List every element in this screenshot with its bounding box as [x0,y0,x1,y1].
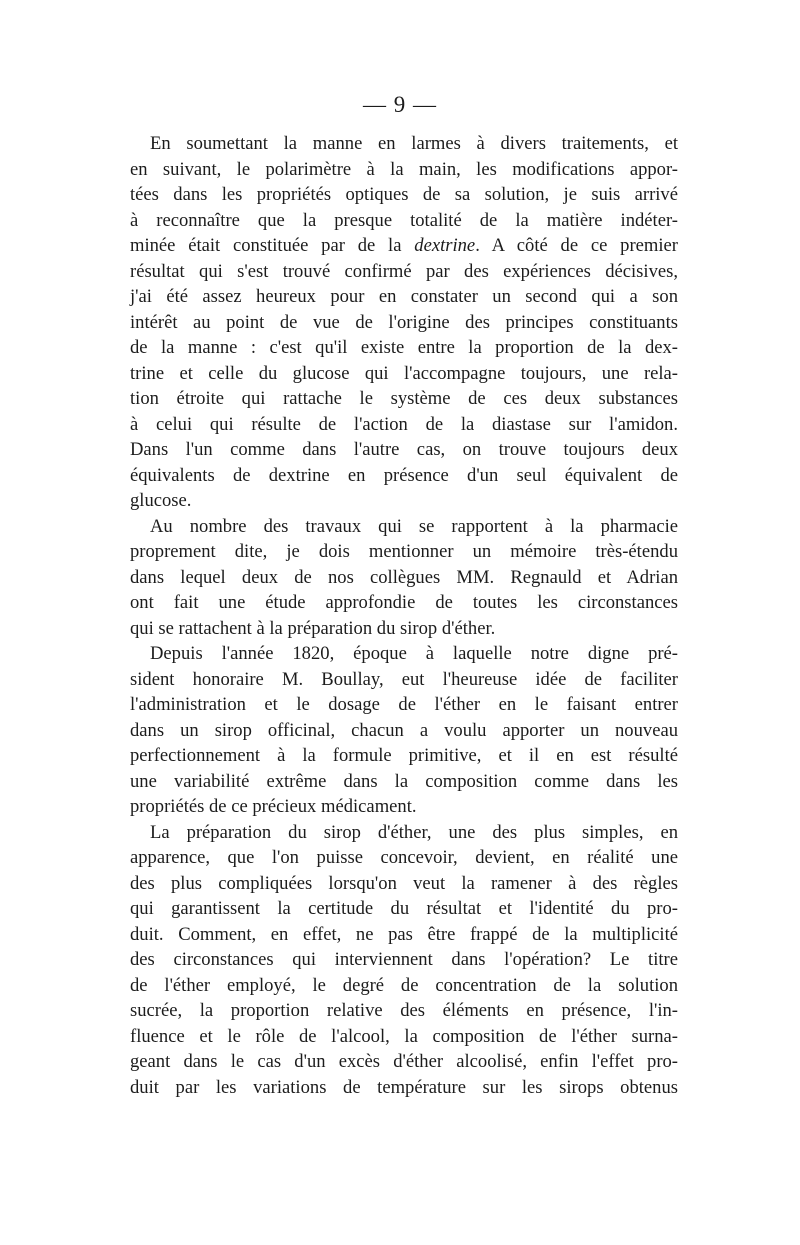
paragraph [130,820,678,1101]
text-line: dans lequel deux de nos collègues MM. Regnauld et Adrian [130,566,678,588]
text-line: intérêt au point de vue de l'origine des principes constituants [130,311,678,333]
text-line: qui garantissent la certitude du résultat et l'identité du pro- [130,898,678,919]
text-line: résultat qui s'est trouvé confirmé par des expériences décisives, [130,260,678,282]
text-line: geant dans le cas d'un excès d'éther alcoolisé, enfin l'effet pro- [130,1051,678,1072]
paragraph [130,641,678,820]
text-line: équivalents de dextrine en présence d'un seul équivalent de [130,464,678,486]
text-line: trine et celle du glucose qui l'accompagne toujours, une rela- [130,362,678,384]
text-line: sucrée, la proportion relative des éléments en présence, l'in- [130,1000,678,1021]
body-text [130,131,678,1100]
text-line: fluence et le rôle de l'alcool, la composition de l'éther surna- [130,1025,678,1047]
text-line: des circonstances qui interviennent dans l'opération? Le titre [130,949,678,970]
text-line: La préparation du sirop d'éther, une des plus simples, en [150,821,678,843]
text-line: Dans l'un comme dans l'autre cas, on trouve toujours deux [130,439,678,460]
text-line: ont fait une étude approfondie de toutes les circonstances [130,592,678,613]
text-line: duit par les variations de température sur les sirops obtenus [130,1076,678,1098]
text-line: j'ai été assez heureux pour en constater un second qui a son [130,286,678,307]
text-line: tion étroite qui rattache le système de ces deux substances [130,388,678,409]
text-line: de l'éther employé, le degré de concentration de la solution [130,974,678,996]
text-line: apparence, que l'on puisse concevoir, devient, en réalité une [130,847,678,868]
text-line: des plus compliquées lorsqu'on veut la ramener à des règles [130,872,678,894]
paragraph [130,131,678,514]
text-line: proprement dite, je dois mentionner un mémoire très-étendu [130,541,678,562]
text-line: en suivant, le polarimètre à la main, les modifications appor- [130,158,678,180]
text-line: dans un sirop officinal, chacun a voulu apporter un nouveau [130,719,678,741]
text-line: l'administration et le dosage de l'éther en le faisant entrer [130,694,678,715]
text-line: sident honoraire M. Boullay, eut l'heureuse idée de faciliter [130,668,678,690]
text-line: Depuis l'année 1820, époque à laquelle notre digne pré- [150,643,678,664]
text-line: à celui qui résulte de l'action de la diastase sur l'amidon. [130,413,678,435]
text-line: tées dans les propriétés optiques de sa solution, je suis arrivé [130,184,678,205]
page-number: — 9 — [363,92,437,117]
text-line: glucose. [130,490,192,511]
text-segment: minée était constituée par de la [130,235,402,256]
text-line: de la manne : c'est qu'il existe entre la proportion de la dex- [130,337,678,358]
text-line: Au nombre des travaux qui se rapportent à la pharmacie [150,515,678,537]
text-line: duit. Comment, en effet, ne pas être frappé de la multiplicité [130,923,678,945]
italic-term: dextrine [414,235,476,256]
text-line: une variabilité extrême dans la composition comme dans les [130,770,678,792]
text-line: perfectionnement à la formule primitive, et il en est résulté [130,745,678,766]
text-line: qui se rattachent à la préparation du sirop d'éther. [130,617,496,639]
text-line: En soumettant la manne en larmes à divers traitements, et [150,133,678,154]
text-line: propriétés de ce précieux médicament. [130,796,417,817]
paragraph [130,514,678,642]
text-line [130,233,678,259]
text-line: à reconnaître que la presque totalité de la matière indéter- [130,209,678,231]
text-segment: . A côté de ce premier [475,235,678,256]
